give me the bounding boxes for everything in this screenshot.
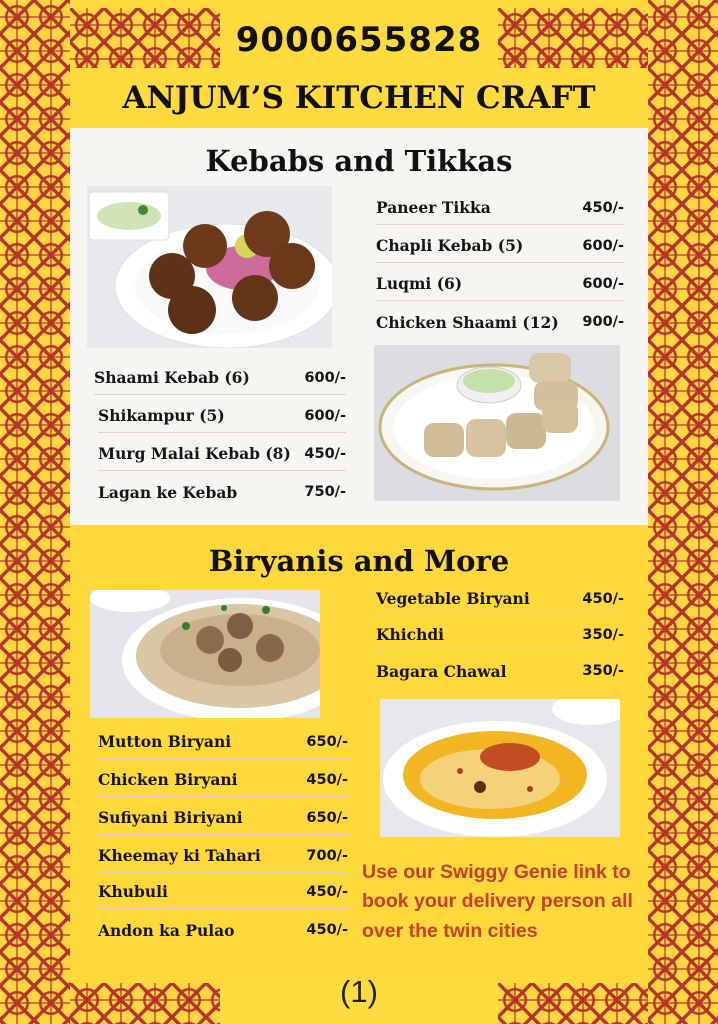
chicken-biryani-illustration	[380, 699, 620, 837]
item-name: Luqmi (6)	[376, 274, 463, 293]
item-name: Murg Malai Kebab (8)	[98, 444, 291, 463]
item-price: 350/-	[582, 663, 624, 679]
item-price: 900/-	[582, 314, 624, 330]
item-name: Chapli Kebab (5)	[376, 236, 524, 255]
mutton-biryani-photo	[90, 590, 320, 718]
item-name: Andon ka Pulao	[98, 920, 235, 940]
item-price: 650/-	[306, 733, 348, 750]
menu-item	[98, 725, 348, 759]
swiggy-genie-promo: Use our Swiggy Genie link to book your delivery person all over the twin cities	[362, 861, 633, 942]
item-price: 450/-	[306, 922, 348, 938]
menu-item	[98, 399, 346, 433]
malai-kebab-photo	[374, 345, 620, 501]
brand-name: ANJUM’S KITCHEN CRAFT	[122, 80, 596, 116]
item-price: 350/-	[582, 626, 624, 643]
item-name: Lagan ke Kebab	[98, 482, 238, 502]
item-price: 450/-	[306, 771, 348, 788]
menu-item	[98, 763, 348, 797]
item-name: Vegetable Biryani	[376, 589, 530, 608]
phone-number: 9000655828	[235, 20, 483, 60]
item-price: 450/-	[304, 445, 346, 462]
page-number: (1)	[340, 974, 378, 1009]
item-name: Bagara Chawal	[376, 661, 507, 681]
kebabs-section-title: Kebabs and Tikkas	[205, 144, 513, 178]
item-name: Chicken Biryani	[98, 770, 238, 789]
menu-item	[94, 361, 346, 395]
menu-item	[98, 437, 346, 471]
malai-kebab-illustration	[374, 345, 620, 501]
biryanis-section-title: Biryanis and More	[208, 544, 510, 578]
item-price: 450/-	[306, 883, 348, 900]
menu-item	[376, 654, 624, 688]
item-price: 750/-	[304, 484, 346, 500]
item-name: Paneer Tikka	[376, 198, 491, 217]
menu-item	[376, 267, 624, 301]
item-name: Chicken Shaami (12)	[376, 312, 559, 332]
menu-item	[376, 618, 624, 652]
item-name: Sufiyani Biriyani	[98, 808, 243, 827]
item-name: Kheemay ki Tahari	[98, 846, 261, 865]
item-price: 600/-	[582, 237, 624, 254]
item-name: Mutton Biryani	[98, 732, 232, 751]
item-name: Shikampur (5)	[98, 406, 225, 425]
item-price: 450/-	[582, 590, 624, 607]
menu-item	[376, 191, 624, 225]
item-price: 700/-	[306, 847, 348, 864]
menu-item	[98, 875, 348, 909]
item-name: Khichdi	[376, 625, 445, 644]
menu-item	[98, 913, 348, 947]
item-name: Khubuli	[98, 882, 168, 901]
item-price: 600/-	[582, 275, 624, 292]
menu-item	[98, 475, 346, 509]
item-name: Shaami Kebab (6)	[94, 368, 250, 387]
menu-item	[98, 801, 348, 835]
item-price: 600/-	[304, 369, 346, 386]
item-price: 650/-	[306, 809, 348, 826]
menu-item	[98, 839, 348, 873]
item-price: 600/-	[304, 407, 346, 424]
mutton-biryani-illustration	[90, 590, 320, 718]
menu-item	[376, 305, 624, 339]
chicken-biryani-photo	[380, 699, 620, 837]
menu-item	[376, 229, 624, 263]
menu-item	[376, 582, 624, 616]
kebab-plate-illustration	[87, 186, 332, 348]
kebab-plate-photo	[87, 186, 332, 348]
item-price: 450/-	[582, 199, 624, 216]
